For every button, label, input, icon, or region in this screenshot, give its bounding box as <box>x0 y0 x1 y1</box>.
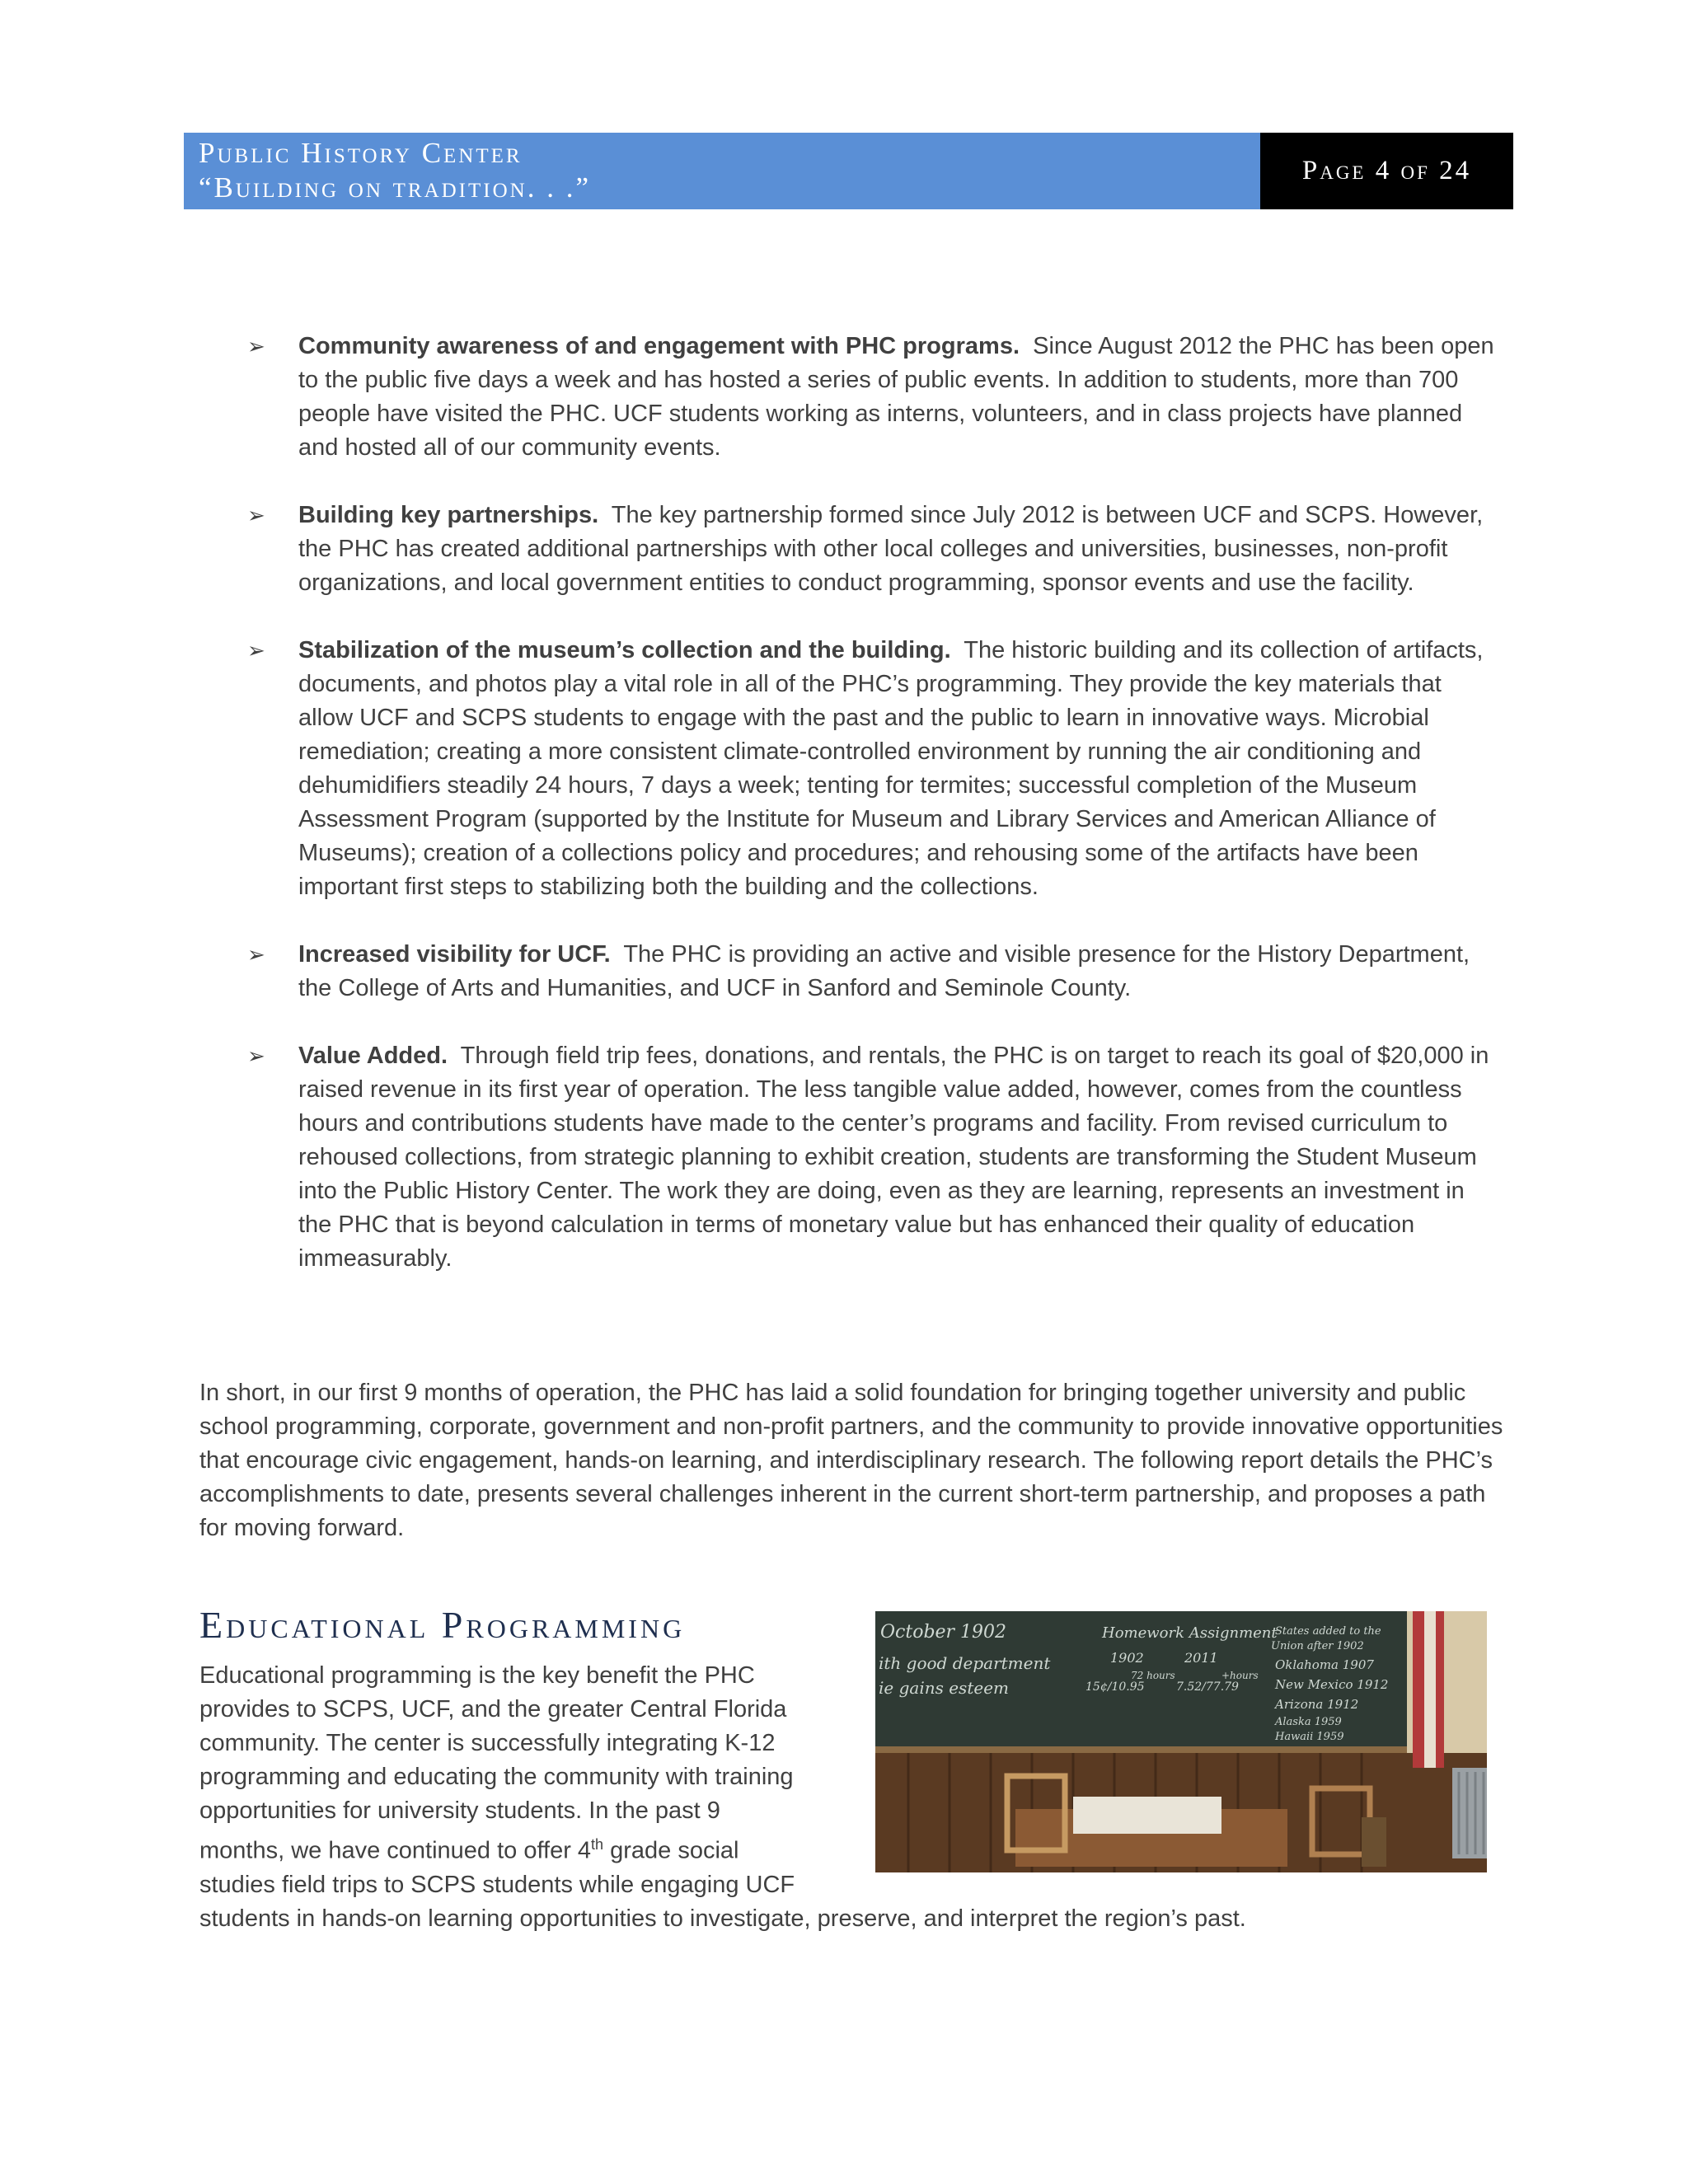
list-item <box>247 499 1500 600</box>
bullet-body: Since August 2012 the PHC has been open to the public five days a week and has hosted a series of public events. In addition to students, more than 700 people have visited the PHC. UCF students working as interns, volunteers, and in class projects have planned and hosted all of our community events. <box>298 333 1494 461</box>
board-text: Oklahoma 1907 <box>1275 1657 1374 1672</box>
header-title-line1: Public History Center <box>199 137 523 169</box>
bullet-body: The PHC is providing an active and visible presence for the History Department, the College of Arts and Humanities, and UCF in Sanford and Seminole County. <box>298 941 1470 1001</box>
education-line: Educational programming is the key benefit the PHC <box>199 1662 755 1689</box>
bullet-heading: Building key partnerships. <box>298 502 599 528</box>
education-line: provides to SCPS, UCF, and the greater Central Florida <box>199 1696 787 1722</box>
board-text: Union after 1902 <box>1271 1640 1364 1652</box>
classroom-illustration <box>875 1611 1487 1872</box>
header-title <box>199 136 591 205</box>
bullet-list <box>247 330 1500 1310</box>
bullet-heading: Value Added. <box>298 1043 448 1069</box>
education-line-text: grade social <box>603 1837 739 1864</box>
board-text: October 1902 <box>880 1622 1007 1643</box>
summary-paragraph: In short, in our first 9 months of operation, the PHC has laid a solid foundation for bringing together university and public school programming, corporate, government and non-profit partners, and the community to provide innovative opportunities that encourage civic engagement, hands-on learning, and interdisciplinary research. The following report details the PHC’s accomplishments to date, presents several challenges inherent in the current short-term partnership, and proposes a path for moving forward. <box>199 1380 1503 1541</box>
education-line: studies field trips to SCPS students while engaging UCF <box>199 1871 795 1898</box>
page-label: Page 4 of 24 <box>1301 156 1472 185</box>
board-text: Hawaii 1959 <box>1275 1731 1344 1743</box>
education-line: students in hands-on learning opportunities to investigate, preserve, and interpret the region’s past. <box>199 1905 1246 1932</box>
bullet-body: The key partnership formed since July 2012 is between UCF and SCPS. However, the PHC has created additional partnerships with other local colleges and universities, businesses, non-profit organizations, and local government entities to conduct programming, sponsor events and use the facility. <box>298 502 1484 596</box>
header-title-line2: “Building on tradition. . .” <box>199 171 591 204</box>
list-item <box>247 330 1500 465</box>
board-text: 7.52/77.79 <box>1176 1680 1239 1694</box>
board-text: 1902 <box>1110 1650 1144 1666</box>
education-line: opportunities for university students. In the past 9 <box>199 1797 720 1824</box>
page-indicator <box>1260 133 1513 209</box>
board-text: 15¢/10.95 <box>1085 1680 1145 1694</box>
bullet-heading: Stabilization of the museum’s collection and the building. <box>298 637 951 663</box>
education-line-text: months, we have continued to offer 4 <box>199 1837 592 1864</box>
board-text: ie gains esteem <box>879 1678 1009 1698</box>
board-text: Homework Assignment <box>1102 1624 1278 1642</box>
board-text: Arizona 1912 <box>1275 1697 1359 1712</box>
board-text: 72 hours <box>1131 1670 1175 1681</box>
board-text: +hours <box>1221 1670 1259 1681</box>
bullet-heading: Community awareness of and engagement with PHC programs. <box>298 333 1020 359</box>
education-line: programming and educating the community with training <box>199 1764 794 1790</box>
board-text: 2011 <box>1184 1650 1218 1666</box>
arrow-bullet-icon: ➢ <box>247 638 265 663</box>
education-line: community. The center is successfully integrating K-12 <box>199 1730 776 1756</box>
classroom-photo <box>875 1611 1487 1872</box>
arrow-bullet-icon: ➢ <box>247 1043 265 1068</box>
list-item <box>247 1039 1500 1276</box>
board-text: States added to the <box>1275 1625 1381 1638</box>
bullet-body: Through field trip fees, donations, and rentals, the PHC is on target to reach its goal of $20,000 in raised revenue in its first year of operation. The less tangible value added, however, comes from the countless hours and contributions students have made to the center’s programs and facility. From revised curriculum to rehoused collections, from strategic planning to exhibit creation, students are transforming the Student Museum into the Public History Center. The work they are doing, even as they are learning, represents an investment in the PHC that is beyond calculation in terms of monetary value but has enhanced their quality of education immeasurably. <box>298 1043 1489 1272</box>
bullet-heading: Increased visibility for UCF. <box>298 941 611 968</box>
section-title: Educational Programming <box>199 1604 686 1646</box>
list-item <box>247 938 1500 1005</box>
board-text: New Mexico 1912 <box>1275 1677 1389 1692</box>
arrow-bullet-icon: ➢ <box>247 503 265 527</box>
arrow-bullet-icon: ➢ <box>247 942 265 967</box>
list-item <box>247 634 1500 904</box>
ordinal-superscript: th <box>591 1836 604 1853</box>
board-text: ith good department <box>879 1653 1051 1673</box>
board-text: Alaska 1959 <box>1275 1716 1342 1728</box>
bullet-body: The historic building and its collection of artifacts, documents, and photos play a vital role in all of the PHC’s programming. They provide the key materials that allow UCF and SCPS students to engage with the past and the public to learn in innovative ways. Microbial remediation; creating a more consistent climate-controlled environment by running the air conditioning and dehumidifiers steadily 24 hours, 7 days a week; tenting for termites; successful completion of the Museum Assessment Program (supported by the Institute for Museum and Library Services and American Alliance of Museums); creation of a collections policy and procedures; and rehousing some of the artifacts have been important first steps to stabilizing both the building and the collections. <box>298 637 1484 900</box>
arrow-bullet-icon: ➢ <box>247 334 265 359</box>
